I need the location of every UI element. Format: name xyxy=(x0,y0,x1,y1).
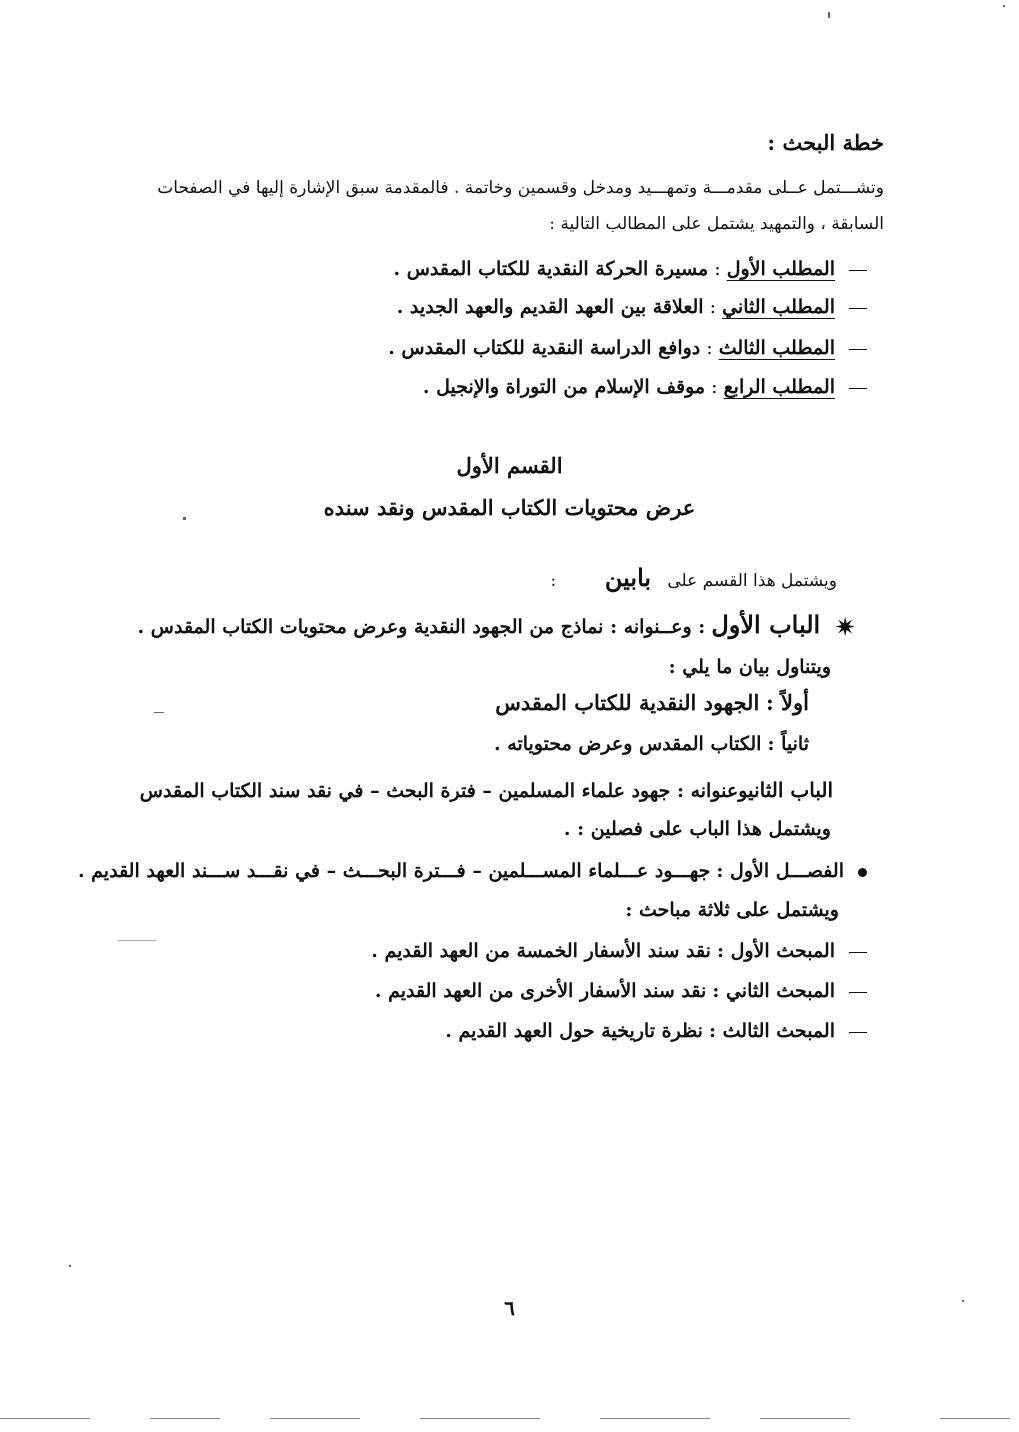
scan-speck xyxy=(183,517,186,520)
scan-edge-line xyxy=(760,1418,850,1419)
bab-2 xyxy=(140,778,833,802)
matlab-1: المطلب الأول : مسيرة الحركة النقدية للكتاب المقدس . xyxy=(394,258,868,280)
item-text: الكتاب المقدس وعرض محتوياته . xyxy=(494,733,762,755)
fasl-1-label: الفصـــل الأول : xyxy=(716,860,844,882)
contains-suffix: : xyxy=(550,571,557,591)
scan-speck xyxy=(154,712,164,713)
item-label: ثانياً : xyxy=(767,733,809,755)
scan-edge-line xyxy=(600,1418,710,1419)
matlab-text: دوافع الدراسة النقدية للكتاب المقدس . xyxy=(388,337,701,359)
contains-prefix: ويشتمل هذا القسم على xyxy=(667,571,837,591)
mabhath-text: نظرة تاريخية حول العهد القديم . xyxy=(445,1020,703,1042)
page-number: ٦ xyxy=(504,1296,515,1320)
scan-edge-line xyxy=(420,1418,540,1419)
bullet-icon xyxy=(858,868,867,877)
dash-icon xyxy=(849,992,867,993)
mabhath-text: نقد سند الأسفار الأخرى من العهد القديم . xyxy=(374,980,707,1002)
dash-icon xyxy=(849,308,867,309)
section-title: القسم الأول xyxy=(456,453,563,478)
item-text: الجهود النقدية للكتاب المقدس xyxy=(495,690,760,715)
fasl-1-contains: ويشتمل على ثلاثة مباحث : xyxy=(625,899,839,921)
bab-1-label: الباب الأول xyxy=(711,610,821,639)
dash-icon xyxy=(849,388,867,389)
matlab-label: المطلب الثاني xyxy=(722,296,835,318)
dash-icon xyxy=(849,349,867,350)
matlab-2: المطلب الثاني : العلاقة بين العهد القديم والعهد الجديد . xyxy=(397,296,867,318)
dash-icon xyxy=(849,1032,867,1033)
section-subtitle: عرض محتويات الكتاب المقدس ونقد سنده xyxy=(323,495,696,520)
scan-edge-line xyxy=(0,1418,90,1419)
bab-1-item-1 xyxy=(495,690,809,715)
section-contains xyxy=(551,563,837,592)
item-label: أولاً : xyxy=(765,690,809,715)
scan-edge-line xyxy=(150,1418,220,1419)
mabhath-label: المبحث الأول : xyxy=(716,940,835,962)
bab-1 xyxy=(138,610,856,641)
scan-speck xyxy=(118,940,156,941)
contains-word: بابين xyxy=(604,563,652,592)
intro-line-1: وتشـــتمل عــلى مقدمـــة وتمهـــيد ومدخل وقسمين وخاتمة . فالمقدمة سبق الإشارة إليها في الصفحات xyxy=(157,178,884,198)
scan-speck xyxy=(962,1300,964,1302)
bab-2-contains: ويشتمل هذا الباب على فصلين : . xyxy=(563,818,831,840)
matlab-label: المطلب الرابع xyxy=(723,376,835,398)
fasl-1-text: جهـــود عـــلماء المســـلمين – فـــترة البحـــث – في نقـــد ســـند العهد القديم . xyxy=(77,860,711,882)
matlab-text: العلاقة بين العهد القديم والعهد الجديد . xyxy=(396,296,704,318)
plan-heading: خطة البحث : xyxy=(767,130,884,155)
fasl-1 xyxy=(78,860,867,882)
scan-speck xyxy=(828,12,830,18)
scan-edge-line xyxy=(270,1418,360,1419)
matlab-3: المطلب الثالث : دوافع الدراسة النقدية للكتاب المقدس . xyxy=(388,337,867,359)
scan-edge-line xyxy=(940,1418,1010,1419)
matlab-text: مسيرة الحركة النقدية للكتاب المقدس . xyxy=(393,258,709,280)
bab-2-text: وعنوانه : جهود علماء المسلمين – فترة البحث – في نقد سند الكتاب المقدس xyxy=(139,780,749,802)
bab-1-text: : وعــنوانه : نماذج من الجهود النقدية وعرض محتويات الكتاب المقدس . xyxy=(137,616,706,638)
mabhath-1 xyxy=(371,940,867,962)
dash-icon xyxy=(849,270,867,271)
bab-1-item-2 xyxy=(494,733,809,755)
mabhath-2 xyxy=(375,980,867,1002)
matlab-label: المطلب الأول xyxy=(726,258,835,280)
mabhath-label: المبحث الثالث : xyxy=(709,1020,835,1042)
scan-speck xyxy=(1003,5,1005,7)
bab-1-intro: ويتناول بيان ما يلي : xyxy=(668,656,831,678)
matlab-label: المطلب الثالث xyxy=(718,337,835,359)
scan-speck xyxy=(69,1265,71,1267)
mabhath-label: المبحث الثاني : xyxy=(712,980,835,1002)
matlab-text: موقف الإسلام من التوراة والإنجيل . xyxy=(422,376,706,398)
bab-2-label: الباب الثاني xyxy=(748,778,833,802)
mabhath-text: نقد سند الأسفار الخمسة من العهد القديم . xyxy=(371,940,711,962)
dash-icon xyxy=(849,952,867,953)
matlab-4: المطلب الرابع : موقف الإسلام من التوراة والإنجيل . xyxy=(423,376,867,398)
star-icon: ✷ xyxy=(834,613,856,643)
intro-line-2: السابقة ، والتمهيد يشتمل على المطالب التالية : xyxy=(549,214,884,234)
mabhath-3 xyxy=(445,1020,867,1042)
